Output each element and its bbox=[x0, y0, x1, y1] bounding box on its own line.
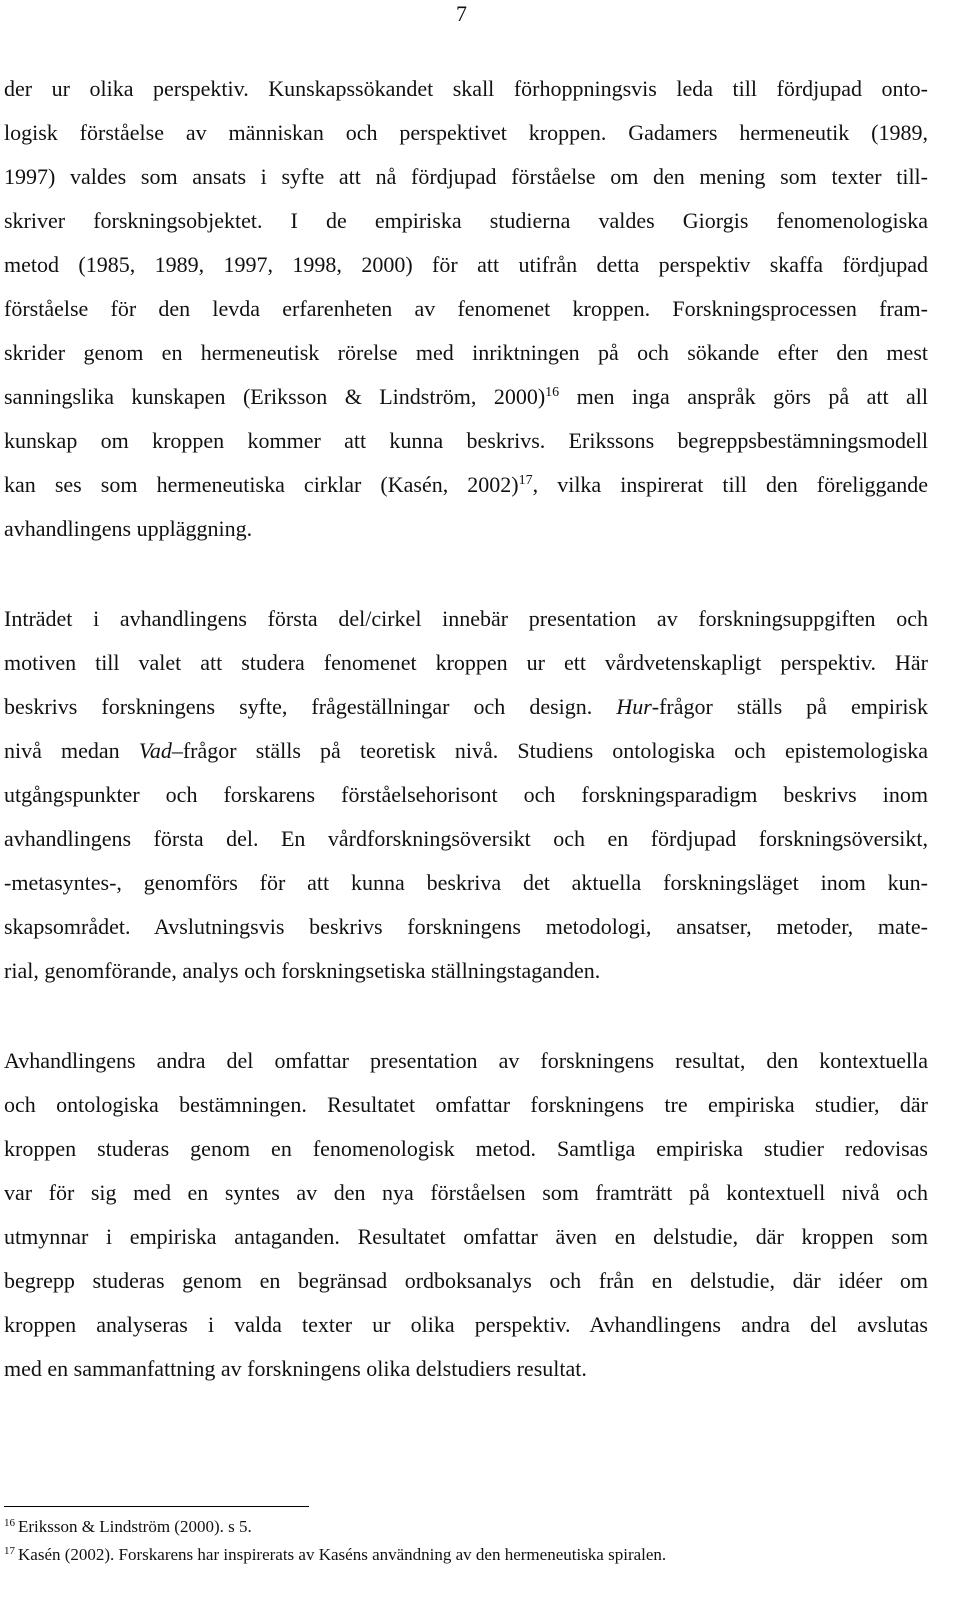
line-text: 1997) valdes som ansats i syfte att nå fördjupad förståelse om den mening som texter till- bbox=[4, 164, 928, 189]
line-text: -frågor ställs på empirisk bbox=[651, 694, 928, 719]
text-line bbox=[4, 861, 928, 905]
line-text: med en sammanfattning av forskningens olika delstudiers resultat. bbox=[4, 1356, 587, 1381]
text-line bbox=[4, 1083, 928, 1127]
text-line bbox=[4, 463, 928, 507]
footnote-number: 16 bbox=[4, 1517, 15, 1529]
line-text: , vilka inspirerat till den föreliggande bbox=[532, 472, 928, 497]
line-text: sanningslika kunskapen (Eriksson & Lindström, 2000) bbox=[4, 384, 546, 409]
line-text: var för sig med en syntes av den nya förståelsen som framträtt på kontextuell nivå och bbox=[4, 1180, 928, 1205]
line-text: der ur olika perspektiv. Kunskapssökandet skall förhoppningsvis leda till fördjupad onto- bbox=[4, 76, 928, 101]
text-line bbox=[4, 287, 928, 331]
line-text: rial, genomförande, analys och forskningsetiska ställningstaganden. bbox=[4, 958, 601, 983]
text-line bbox=[4, 905, 928, 949]
line-text: nivå medan bbox=[4, 738, 139, 763]
text-line bbox=[4, 597, 928, 641]
line-text: och ontologiska bestämningen. Resultatet omfattar forskningens tre empiriska studier, där bbox=[4, 1092, 928, 1117]
text-line bbox=[4, 1039, 928, 1083]
text-line bbox=[4, 641, 928, 685]
emphasized-text: Vad bbox=[138, 738, 172, 763]
text-line bbox=[4, 1215, 928, 1259]
line-text: men inga anspråk görs på att all bbox=[559, 384, 928, 409]
text-line bbox=[4, 111, 928, 155]
text-line bbox=[4, 199, 928, 243]
text-line bbox=[4, 67, 928, 111]
text-line bbox=[4, 243, 928, 287]
text-line bbox=[4, 419, 928, 463]
line-text: skriver forskningsobjektet. I de empiriska studierna valdes Giorgis fenomenologiska bbox=[4, 208, 928, 233]
line-text: logisk förståelse av människan och perspektivet kroppen. Gadamers hermeneutik (1989, bbox=[4, 120, 928, 145]
footnote-separator bbox=[4, 1506, 309, 1507]
text-line bbox=[4, 817, 928, 861]
line-text: –frågor ställs på teoretisk nivå. Studiens ontologiska och epistemologiska bbox=[171, 738, 928, 763]
text-line bbox=[4, 729, 928, 773]
line-text: kunskap om kroppen kommer att kunna beskrivs. Erikssons begreppsbestämningsmodell bbox=[4, 428, 928, 453]
line-text: skapsområdet. Avslutningsvis beskrivs forskningens metodologi, ansatser, metoder, mate- bbox=[4, 914, 928, 939]
text-line bbox=[4, 773, 928, 817]
line-text: kroppen analyseras i valda texter ur olika perspektiv. Avhandlingens andra del avslutas bbox=[4, 1312, 928, 1337]
paragraph-1 bbox=[4, 67, 928, 551]
paragraph-2 bbox=[4, 597, 928, 993]
line-text: utgångspunkter och forskarens förståelsehorisont och forskningsparadigm beskrivs inom bbox=[4, 782, 928, 807]
line-text: beskrivs forskningens syfte, frågeställningar och design. bbox=[4, 694, 617, 719]
text-line bbox=[4, 155, 928, 199]
line-text: metod (1985, 1989, 1997, 1998, 2000) för att utifrån detta perspektiv skaffa fördjupad bbox=[4, 252, 928, 277]
text-line bbox=[4, 685, 928, 729]
footnote-17 bbox=[4, 1544, 666, 1566]
line-text: begrepp studeras genom en begränsad ordboksanalys och från en delstudie, där idéer om bbox=[4, 1268, 928, 1293]
footnote-text: Kasén (2002). Forskarens har inspirerats av Kaséns användning av den hermeneutiska spiralen. bbox=[18, 1545, 667, 1564]
line-text: förståelse för den levda erfarenheten av fenomenet kroppen. Forskningsprocessen fram- bbox=[4, 296, 928, 321]
line-text: kroppen studeras genom en fenomenologisk metod. Samtliga empiriska studier redovisas bbox=[4, 1136, 928, 1161]
text-line bbox=[4, 507, 928, 551]
footnote-number: 17 bbox=[4, 1545, 15, 1557]
line-text: motiven till valet att studera fenomenet kroppen ur ett vårdvetenskapligt perspektiv. Här bbox=[4, 650, 928, 675]
line-text: avhandlingens uppläggning. bbox=[4, 516, 253, 541]
line-text: skrider genom en hermeneutisk rörelse med inriktningen på och sökande efter den mest bbox=[4, 340, 928, 365]
emphasized-text: Hur bbox=[616, 694, 652, 719]
page-number: 7 bbox=[456, 1, 467, 26]
footnote-16 bbox=[4, 1516, 252, 1538]
line-text: Avhandlingens andra del omfattar presentation av forskningens resultat, den kontextuella bbox=[4, 1048, 928, 1073]
text-line bbox=[4, 1171, 928, 1215]
footnote-reference: 17 bbox=[518, 473, 533, 488]
text-line bbox=[4, 375, 928, 419]
text-line bbox=[4, 949, 928, 993]
line-text: avhandlingens första del. En vårdforskningsöversikt och en fördjupad forskningsöversikt, bbox=[4, 826, 928, 851]
line-text: -metasyntes-, genomförs för att kunna beskriva det aktuella forskningsläget inom kun- bbox=[4, 870, 928, 895]
text-line bbox=[4, 331, 928, 375]
text-line bbox=[4, 1259, 928, 1303]
line-text: Inträdet i avhandlingens första del/cirkel innebär presentation av forskningsuppgiften och bbox=[4, 606, 928, 631]
text-line bbox=[4, 1303, 928, 1347]
paragraph-3 bbox=[4, 1039, 928, 1391]
line-text: kan ses som hermeneutiska cirklar (Kasén, 2002) bbox=[4, 472, 519, 497]
footnote-text: Eriksson & Lindström (2000). s 5. bbox=[18, 1517, 252, 1536]
text-line bbox=[4, 1347, 928, 1391]
line-text: utmynnar i empiriska antaganden. Resultatet omfattar även en delstudie, där kroppen som bbox=[4, 1224, 928, 1249]
footnote-reference: 16 bbox=[545, 385, 560, 400]
text-line bbox=[4, 1127, 928, 1171]
